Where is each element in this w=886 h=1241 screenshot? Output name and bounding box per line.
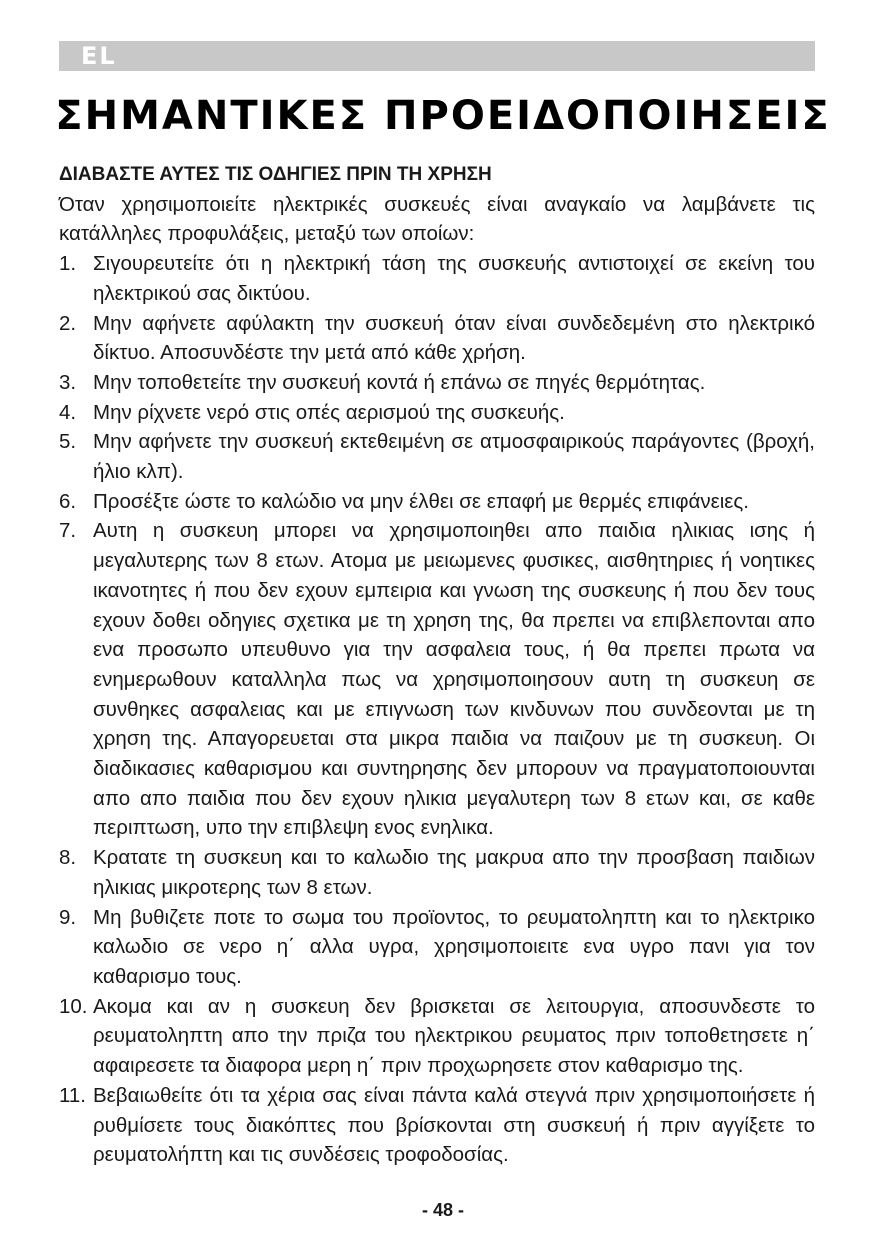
list-item — [59, 309, 815, 368]
intro-paragraph: Όταν χρησιμοποιείτε ηλεκτρικές συσκευές είναι αναγκαίο να λαμβάνετε τις κατάλληλες προφυλάξεις, μεταξύ των οποίων: — [59, 192, 815, 246]
list-item — [59, 843, 815, 902]
item-number: 11. — [59, 1083, 86, 1107]
item-text: Μην αφήνετε την συσκευή εκτεθειμένη σε ατμοσφαιρικούς παράγοντες (βροχή, ήλιο κλπ). — [93, 430, 815, 484]
list-item — [59, 427, 815, 486]
item-text: Μη βυθιζετε ποτε το σωμα του προϊοντος, το ρευματοληπτη και το ηλεκτρικο καλωδιο σε νερο η΄ αλλα υγρα, χρησιμοποιειτε ενα υγρο πανι για τον καθαρισμο τους. — [93, 905, 815, 988]
item-number: 8. — [59, 846, 77, 870]
section-subheading: ΔΙΑΒΑΣΤΕ ΑΥΤΕΣ ΤΙΣ ΟΔΗΓΙΕΣ ΠΡΙΝ ΤΗ ΧΡΗΣΗ — [59, 164, 492, 185]
item-text: Αυτη η συσκευη μπορει να χρησιμοποιηθει απο παιδια ηλικιας ισης ή μεγαλυτερης των 8 ετων. Ατομα με μειωμενες φυσικες, αισθητηριες ή νοητικες ικανοτητες ή που δεν εχουν εμπειρια και γνωση της συσκευης ή που δεν τους εχουν δοθει οδηγιες σχετικα με τη χρηση της, θα πρεπει να επιβλεπονται απο ενα προσωπο υπευθυνο για την ασφαλεια τους, ή θα πρεπει πρωτα να ενημερωθουν καταλληλα πως να χρησιμοποιησουν αυτη τη συσκευη σε συνθηκες ασφαλειας και με επιγνωση των κινδυνων που συνδεονται με τη χρηση της. Απαγορευεται στα μικρα παιδια να παιζουν με τη συσκευη. Οι διαδικασιες καθαρισμου και συντηρησης δεν μπορουν να πραγματοποιουνται απο απο παιδια που δεν εχουν ηλικια μεγαλυτερη των 8 ετων και, σε καθε περιπτωση, υπο την επιβλεψη ενος ενηλικα. — [93, 519, 815, 840]
list-item — [59, 368, 815, 398]
language-bar — [59, 41, 815, 71]
item-text: Ακομα και αν η συσκευη δεν βρισκεται σε λειτουργια, αποσυνδεστε το ρευματοληπτη απο την πριζα του ηλεκτρικου ρευματος πριν τοποθετησετε η΄ αφαιρεσετε τα διαφορα μερη η΄ πριν προχωρησετε στον καθαρισμο της. — [93, 994, 815, 1078]
list-item — [59, 398, 815, 428]
item-text: Μην αφήνετε αφύλακτη την συσκευή όταν είναι συνδεδεμένη στο ηλεκτρικό δίκτυο. Αποσυνδέστε την μετά από κάθε χρήση. — [93, 311, 815, 365]
item-number: 5. — [59, 430, 77, 454]
item-number: 2. — [59, 311, 77, 335]
list-item — [59, 992, 815, 1081]
item-text: Προσέξτε ώστε το καλώδιο να μην έλθει σε επαφή με θερμές επιφάνειες. — [93, 489, 749, 513]
item-text: Μην ρίχνετε νερό στις οπές αερισμού της συσκευής. — [93, 400, 565, 424]
list-item — [59, 903, 815, 992]
item-text: Μην τοποθετείτε την συσκευή κοντά ή επάνω σε πηγές θερμότητας. — [93, 370, 706, 394]
language-code: EL — [81, 42, 117, 70]
item-text: Σιγουρευτείτε ότι η ηλεκτρική τάση της συσκευής αντιστοιχεί σε εκείνη του ηλεκτρικού σας δικτύου. — [93, 252, 815, 305]
list-item — [59, 516, 815, 843]
list-item — [59, 1081, 815, 1170]
list-item — [59, 487, 815, 517]
item-number: 1. — [59, 252, 77, 276]
item-number: 7. — [59, 519, 77, 543]
item-number: 4. — [59, 400, 77, 424]
item-number: 9. — [59, 905, 77, 929]
item-text: Κρατατε τη συσκευη και το καλωδιο της μακρυα απο την προσβαση παιδιων ηλικιας μικροτερης των 8 ετων. — [93, 846, 815, 899]
item-number: 3. — [59, 370, 77, 394]
item-number: 10. — [59, 994, 88, 1018]
page-number: - 48 - — [421, 1200, 464, 1220]
item-text: Βεβαιωθείτε ότι τα χέρια σας είναι πάντα καλά στεγνά πριν χρησιμοποιήσετε ή ρυθμίσετε τους διακόπτες που βρίσκονται στη συσκευή ή πριν αγγίξετε το ρευματολήπτη και τις συνδέσεις τροφοδοσίας. — [93, 1083, 815, 1167]
safety-section — [59, 160, 815, 1170]
warnings-list — [59, 249, 815, 1170]
page-title: ΣΗΜΑΝΤΙΚΕΣ ΠΡΟΕΙΔΟΠΟΙΗΣΕΙΣ — [55, 93, 831, 139]
item-number: 6. — [59, 489, 77, 513]
list-item — [59, 249, 815, 308]
